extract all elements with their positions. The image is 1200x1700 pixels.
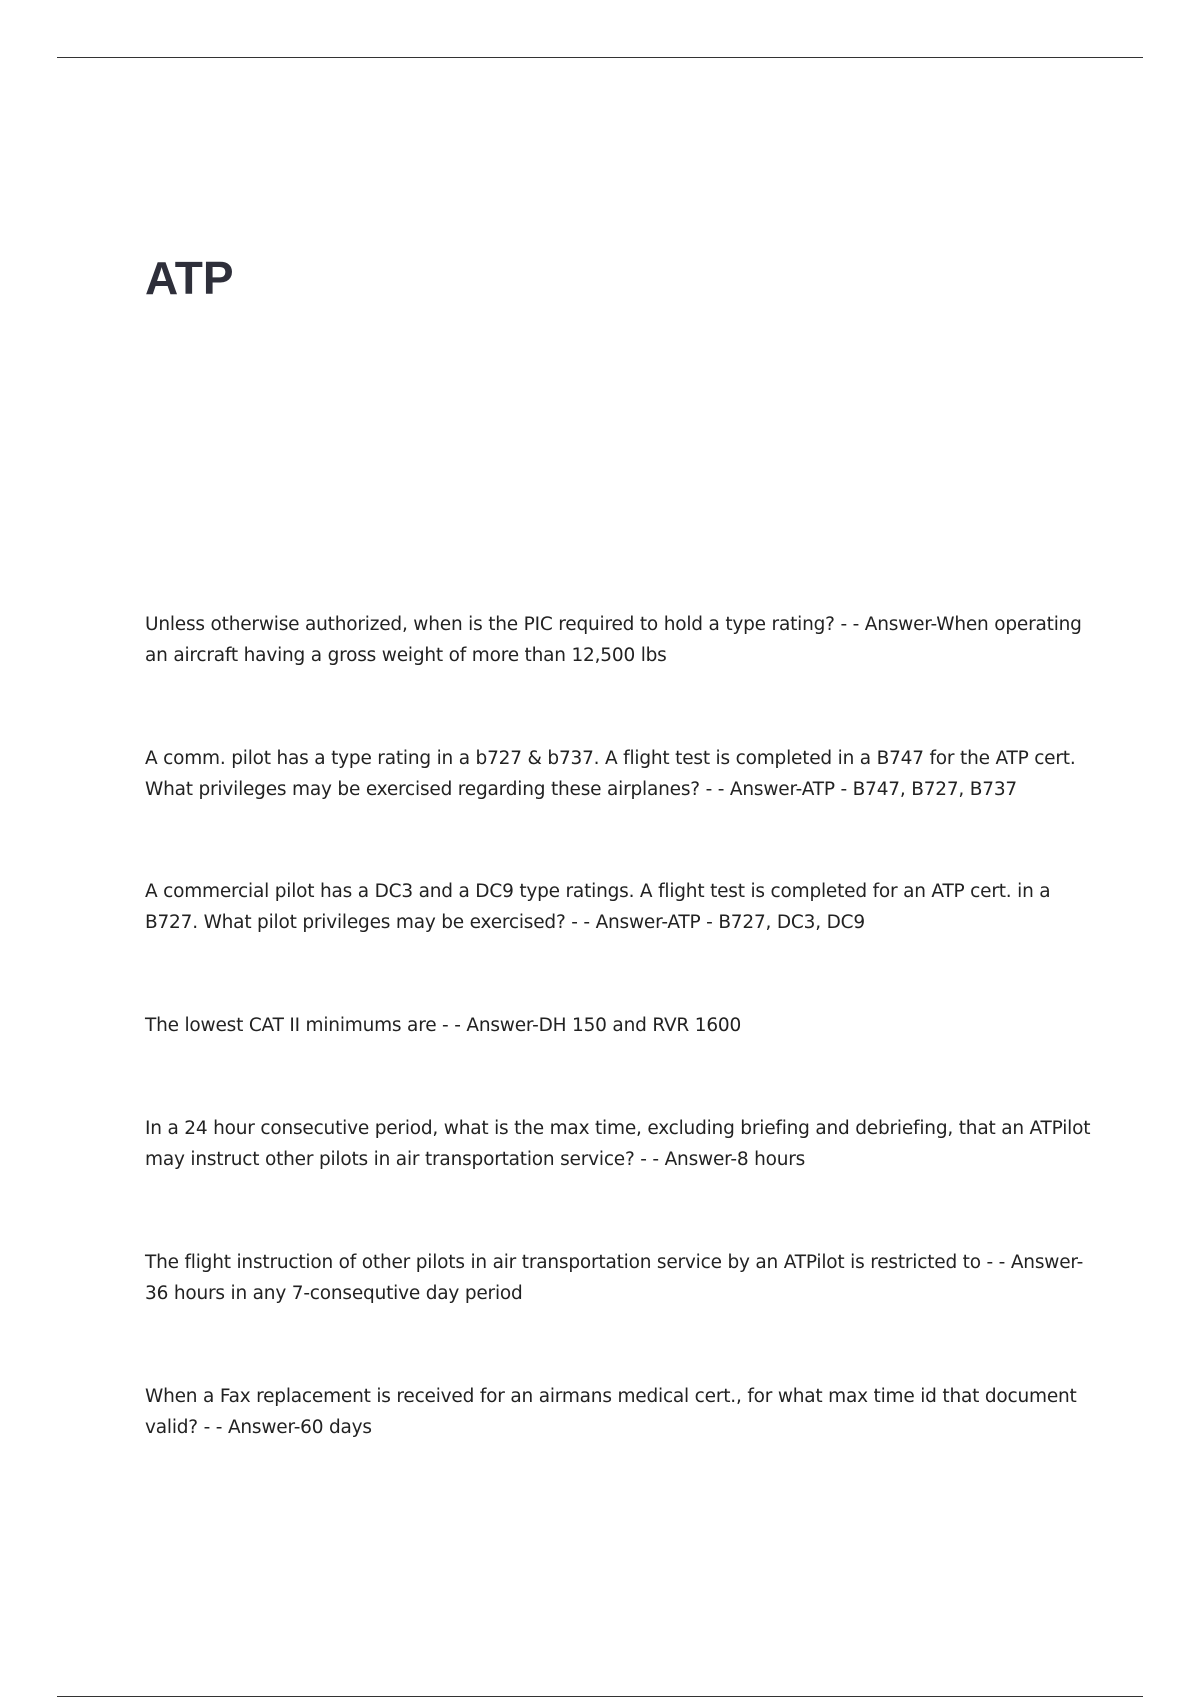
qa-item	[145, 609, 1095, 671]
page-title: ATP	[145, 252, 234, 304]
question-text: The flight instruction of other pilots in air transportation service by an ATPilot is restricted to	[145, 1252, 981, 1273]
header-rule	[57, 57, 1143, 58]
qa-item	[145, 1010, 1095, 1041]
qa-item	[145, 743, 1095, 805]
qa-separator: - -	[699, 779, 730, 800]
qa-item	[145, 1381, 1095, 1443]
answer-text: Answer-60 days	[227, 1417, 372, 1438]
qa-separator: - -	[436, 1015, 467, 1036]
qa-separator: - -	[834, 614, 865, 635]
answer-text: Answer-DH 150 and RVR 1600	[466, 1015, 742, 1036]
qa-item	[145, 1113, 1095, 1175]
footer-rule	[57, 1696, 1143, 1697]
question-text: In a 24 hour consecutive period, what is the max time, excluding briefing and debriefing, that an ATPilot may instruct other pilots in air transportation service?	[145, 1118, 1091, 1170]
qa-separator: - -	[565, 912, 596, 933]
question-text: When a Fax replacement is received for an airmans medical cert., for what max time id that document valid?	[145, 1386, 1077, 1438]
answer-text: Answer-36 hours in any 7-consequtive day period	[145, 1252, 1084, 1304]
answer-text: Answer-8 hours	[664, 1149, 806, 1170]
qa-separator: - -	[634, 1149, 665, 1170]
question-text: The lowest CAT II minimums are	[145, 1015, 437, 1036]
qa-item	[145, 876, 1095, 938]
qa-separator: - -	[980, 1252, 1011, 1273]
answer-text: Answer-ATP - B727, DC3, DC9	[595, 912, 865, 933]
qa-separator: - -	[197, 1417, 228, 1438]
question-text: A comm. pilot has a type rating in a b727 & b737. A flight test is completed in a B747 for the ATP cert. What privileges may be exercised regarding these airplanes?	[145, 748, 1076, 800]
answer-text: Answer-When operating an aircraft having a gross weight of more than 12,500 lbs	[145, 614, 1082, 666]
answer-text: Answer-ATP - B747, B727, B737	[729, 779, 1017, 800]
question-text: Unless otherwise authorized, when is the PIC required to hold a type rating?	[145, 614, 835, 635]
question-text: A commercial pilot has a DC3 and a DC9 type ratings. A flight test is completed for an ATP cert. in a B727. What pilot privileges may be exercised?	[145, 881, 1051, 933]
qa-item	[145, 1247, 1095, 1309]
